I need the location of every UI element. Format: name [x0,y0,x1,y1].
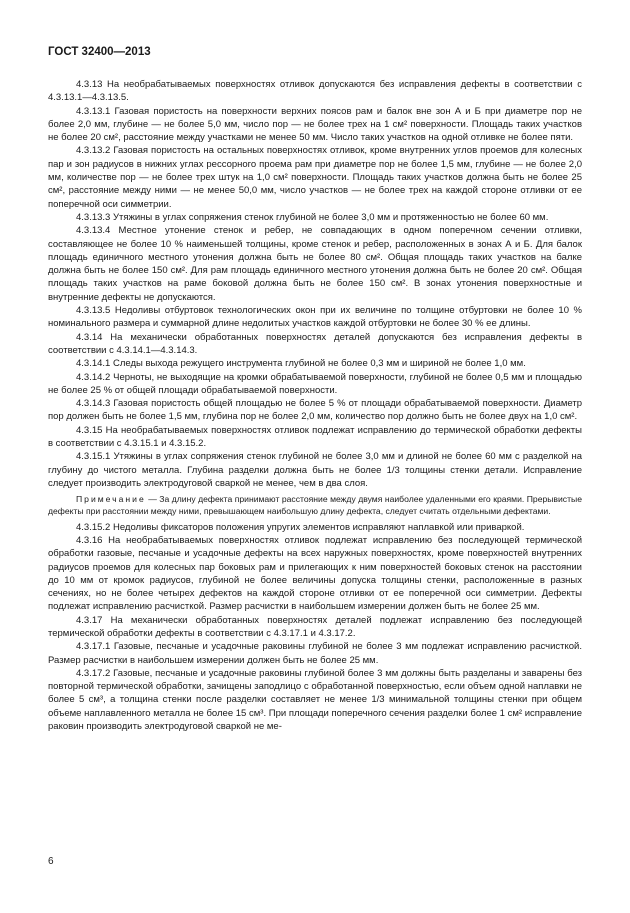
paragraph: 4.3.13.5 Недоливы отбуртовок технологических окон при их величине по толщине отбуртовки не более 10 % номинального размера и суммарной длине недолитых участков каждой отбуртовки не более 30 % ее длины. [48,305,582,330]
note [48,493,582,517]
note-text: — За длину дефекта принимают расстояние между двумя наиболее удаленными его краями. Прерывистые дефекты при расстоянии между ними, превышающем наибольшую длину дефекта, следует считать отдельными дефектами. [48,494,582,517]
paragraph: 4.3.13.3 Утяжины в углах сопряжения стенок глубиной не более 3,0 мм и протяженностью не более 60 мм. [76,211,549,223]
paragraph: 4.3.15.2 Недоливы фиксаторов положения упругих элементов исправляют наплавкой или приваркой. [76,521,525,533]
paragraph: 4.3.17.2 Газовые, песчаные и усадочные раковины глубиной более 3 мм должны быть разделаны и заварены без повторной термической обработки, зачищены заподлицо с обработанной поверхностью, если объем одной наплавки не более 5 см³, а толщина стенки после разделки составляет не менее 1/3 минимальной толщины стенки при общем объеме наплавленного металла не более 15 см³. При площади поперечного сечения разделки более 1 см² исправление раковин производить электродуговой сваркой не ме- [48,667,582,733]
page-number: 6 [48,856,54,867]
paragraph: 4.3.13 На необрабатываемых поверхностях отливок допускаются без исправления дефекты в соответствии с 4.3.13.1—4.3.13.5. [48,79,582,104]
paragraph: 4.3.13.1 Газовая пористость на поверхности верхних поясов рам и балок вне зон А и Б при диаметре пор не более 2,0 мм, глубине — не более 5,0 мм, число пор — не более трех на 1 см² поверхности. Площадь таких участков не более 20 см², расстояние между участками не менее 50 мм. Число таких участков на одной отливке не более пяти. [48,105,582,144]
paragraph: 4.3.17.1 Газовые, песчаные и усадочные раковины глубиной не более 3 мм подлежат исправлению расчисткой. Размер расчистки в наибольшем измерении должен быть не более 25 мм. [48,641,582,666]
document-header: ГОСТ 32400—2013 [48,46,151,58]
note-label: Примечание [76,494,146,505]
paragraph: 4.3.15 На необрабатываемых поверхностях отливок подлежат исправлению до термической обработки дефекты в соответствии с 4.3.15.1 и 4.3.15.2. [48,424,582,450]
paragraph: 4.3.17 На механически обработанных поверхностях деталей подлежат исправлению без последующей термической обработки дефекты в соответствии с 4.3.17.1 и 4.3.17.2. [48,614,582,639]
paragraph: 4.3.13.2 Газовая пористость на остальных поверхностях отливок, кроме внутренних углов проемов для колесных пар и зон радиусов в нижних углах рессорного проема рам при диаметре пор не более 1,5 мм, глубине — не более 2,0 мм, количестве пор — не более трех штук на 1,0 см² поверхности. Площадь таких участков должна быть не более 25 см², расстояние между ними — не менее 50,0 мм, число участков — не более трех на каждой стороне отливки от ее поперечной оси симметрии. [48,145,582,210]
paragraph: 4.3.15.1 Утяжины в углах сопряжения стенок глубиной не более 3,0 мм и длиной не более 60 мм с разделкой на глубину до чистого металла. Глубина разделки должна быть не более 1/3 толщины стенки детали. Исправление следует производить электродуговой сваркой не менее, чем в два слоя. [48,451,582,489]
paragraph: 4.3.14.1 Следы выхода режущего инструмента глубиной не более 0,3 мм и шириной не более 1,0 мм. [76,358,526,370]
document-body [48,78,582,733]
paragraph: 4.3.13.4 Местное утонение стенок и ребер, не совпадающих в одном поперечном сечении отливки, составляющее не более 10 % наименьшей толщины, кроме стенок и ребер, расположенных в зонах А и Б. Для балок площадь единичного местного утонения должна быть не более 80 см². Общая площадь таких участков на балке должна быть не более 150 см². Для рам площадь единичного местного утонения должна быть не более 20 см². Общая площадь таких участков на раме боковой должна быть не более 150 см². В зонах утонения поверхностные и внутренние дефекты не допускаются. [48,225,582,303]
paragraph: 4.3.14.3 Газовая пористость общей площадью не более 5 % от площади обрабатываемой поверхности. Диаметр пор должен быть не более 1,5 мм, глубина пор не более 2,0 мм, количество пор должно быть не более двух на 1,0 см². [48,398,582,423]
paragraph: 4.3.14.2 Черноты, не выходящие на кромки обрабатываемой поверхности, глубиной не более 0,5 мм и площадью не более 25 % от общей площади обрабатываемой поверхности. [48,371,582,396]
paragraph: 4.3.14 На механически обработанных поверхностях деталей допускаются без исправления дефекты в соответствии с 4.3.14.1—4.3.14.3. [48,331,582,356]
paragraph: 4.3.16 На необрабатываемых поверхностях отливок подлежат исправлению без последующей термической обработки газовые, песчаные и усадочные дефекты на всех наружных поверхностях, кроме поверхностей внутренних радиусов проемов для колесных пар боковых рам и прилегающих к ним поверхностей боковых стенок на расстоянии до 10 мм от кромок радиусов, глубиной не более величины допуска толщины стенки, расположенные в разных сечениях, но не более четырех дефектов на каждой стороне отливки от ее поперечной оси симметрии. Дефекты подлежат исправлению расчисткой. Размер расчистки в наибольшем измерении должен быть не более 25 мм. [48,534,582,613]
